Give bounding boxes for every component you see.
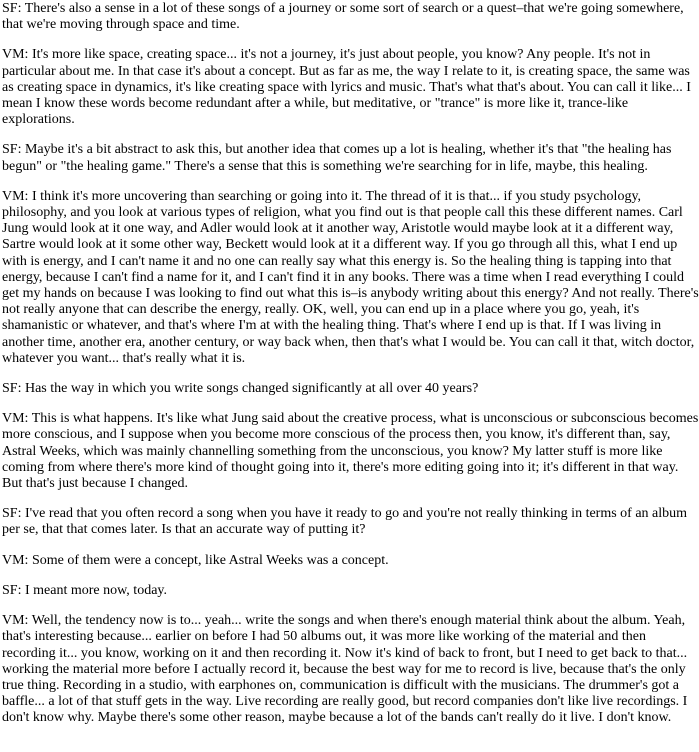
paragraph-vm-creative-process: VM: This is what happens. It's like what Jung said about the creative process, what is unconscious or subconscious becomes more conscious, and I suppose when you become more conscious of the process then, you know, it's different than, say, Astral Weeks, which was mainly channelling something from the unconscious, you know? My latter stuff is more like coming from where there's more kind of thought going into it, there's more editing going into it; it's different in that way. But that's just because I changed. <box>2 411 699 492</box>
paragraph-sf-healing: SF: Maybe it's a bit abstract to ask this, but another idea that comes up a lot is healing, whether it's that "the healing has begun" or "the healing game." There's a sense that this is something we're searching for in life, maybe, this healing. <box>2 142 672 174</box>
paragraph-vm-concept: VM: Some of them were a concept, like Astral Weeks was a concept. <box>2 552 389 568</box>
paragraph-vm-creating-space: VM: It's more like space, creating space... it's not a journey, it's just about people, you know? Any people. It's not in particular about me. In that case it's about a concept. But as far as me, the way I relate to it, is creating space, the same was as creating space in dynamics, it's like creating space with lyrics and music. That's what that's about. You can call it like... I mean I know these words become redundant after a while, but meditative, or "trance" is more like it, trance-like explorations. <box>2 47 691 128</box>
paragraph-sf-songwriting: SF: Has the way in which you write songs changed significantly at all over 40 years? <box>2 381 479 397</box>
paragraph-vm-live-recording: VM: Well, the tendency now is to... yeah... write the songs and when there's enough material think about the album. Yeah, that's interesting because... earlier on before I had 50 albums out, it was more like working of the material and then recording it... you know, working on it and then recording it. Now it's kind of back to front, but I need to get back to that... working the material more before I actually record it, because the best way for me to record is live, because that's the only true thing. Recording in a studio, with earphones on, communication is difficult with the musicians. The drummer's got a baffle... a lot of that stuff gets in the way. Live recording are really good, but record companies don't like live recordings. I don't know why. Maybe there's some other reason, maybe because a lot of the bands can't really do it live. I don't know. <box>2 613 688 726</box>
paragraph-vm-energy: VM: I think it's more uncovering than searching or going into it. The thread of it is that... if you study psychology, philosophy, and you look at various types of religion, what you find out is that people call this these different names. Carl Jung would look at it one way, and Adler would look at it another way, Aristotle would maybe look at it a different way, Sartre would look at it some other way, Beckett would look at it a different way. If you go through all this, what I end up with is energy, and I can't name it and no one can really say what this energy is. So the healing thing is tapping into that energy, because I can't find a name for it, and I can't find it in any books. There was a time when I read everything I could get my hands on because I was looking to find out what this is–is anybody writing about this energy? And not really. There's not really anyone that can describe the energy, really. OK, well, you can end up in a place where you go, yeah, it's shamanistic or whatever, and that's where I'm at with the healing thing. That's where I end up is that. If I was living in another time, another era, another century, or way back when, then that's what I would be. You can call it that, witch doctor, whatever you want... that's really what it is. <box>2 188 699 366</box>
paragraph-sf-today: SF: I meant more now, today. <box>2 582 167 598</box>
interview-transcript <box>2 1 699 741</box>
paragraph-sf-journey: SF: There's also a sense in a lot of these songs of a journey or some sort of search or a quest–that we're going somewhere, that we're moving through space and time. <box>2 1 684 33</box>
paragraph-sf-recording: SF: I've read that you often record a song when you have it ready to go and you're not really thinking in terms of an album per se, that that comes later. Is that an accurate way of putting it? <box>2 506 688 538</box>
